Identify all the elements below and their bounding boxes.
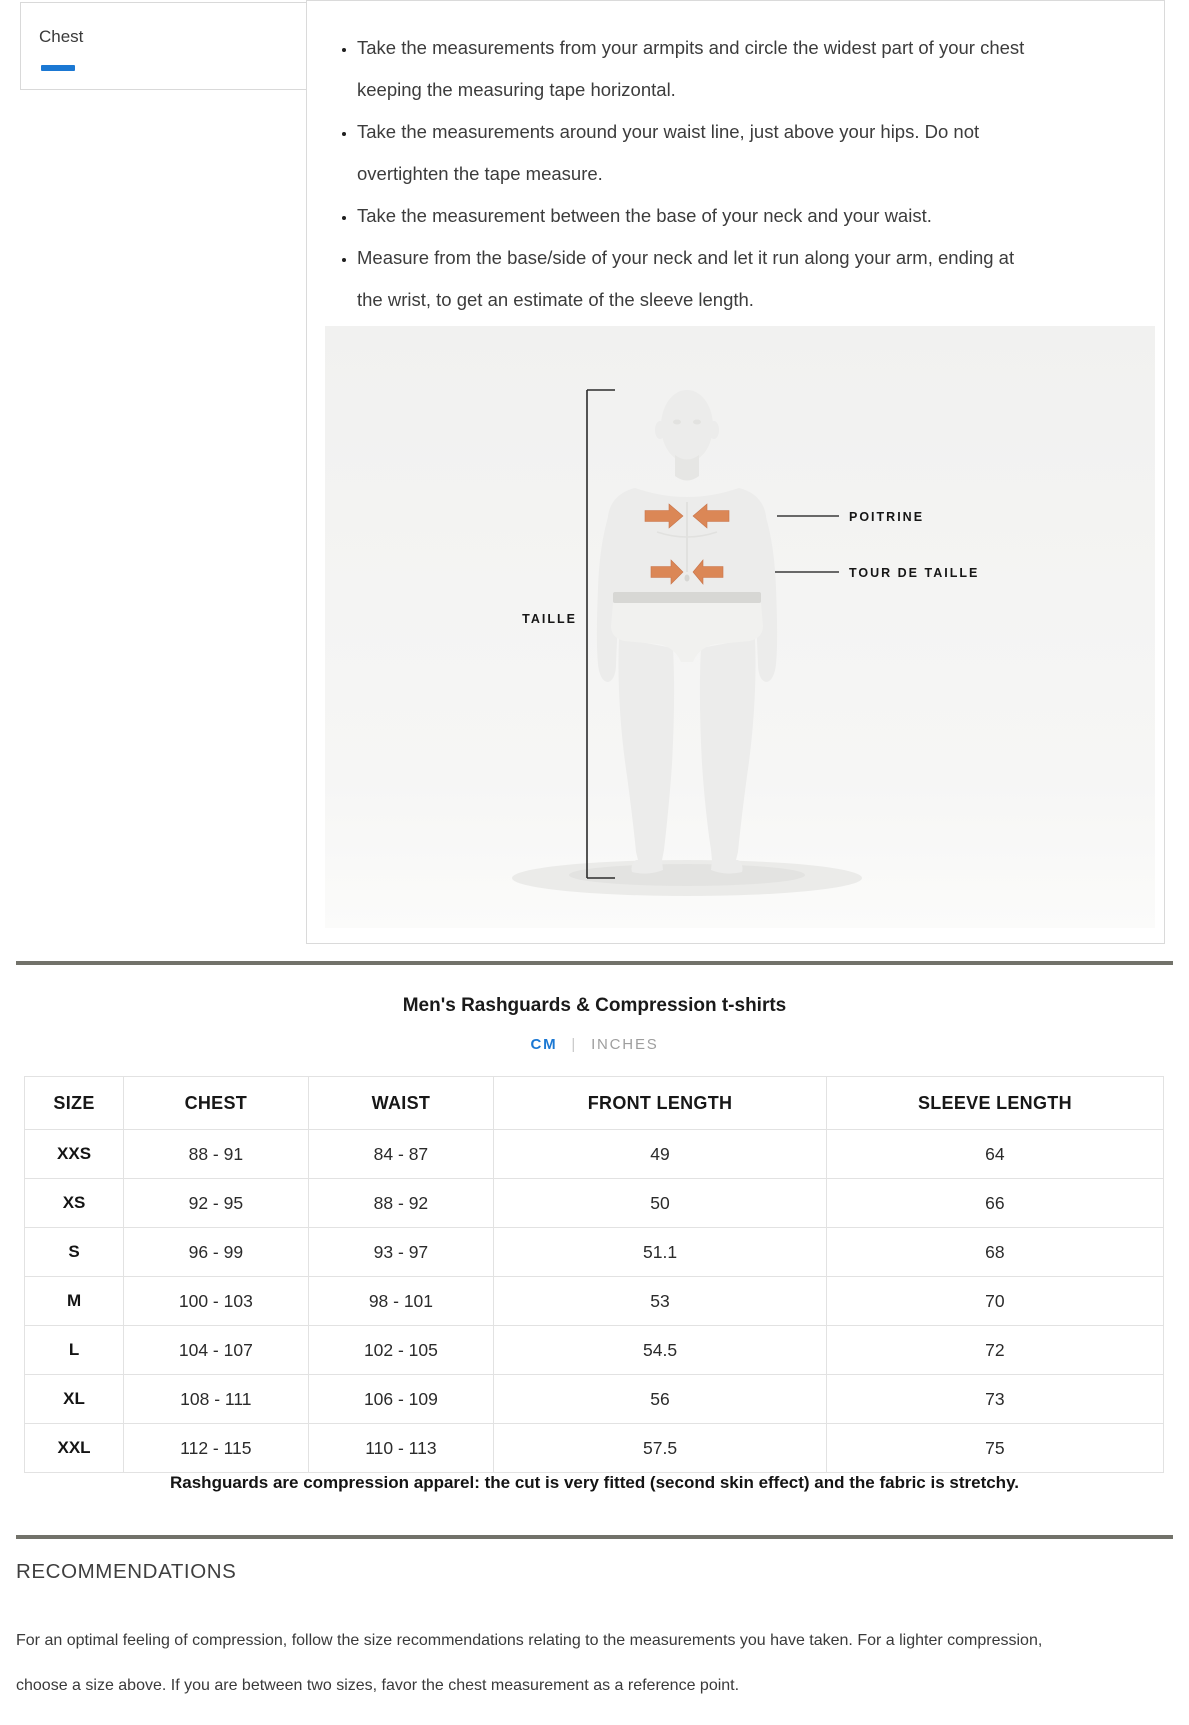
column-header: SLEEVE LENGTH: [826, 1077, 1163, 1130]
value-cell: 98 - 101: [308, 1277, 494, 1326]
size-cell: XXL: [25, 1424, 124, 1473]
value-cell: 66: [826, 1179, 1163, 1228]
size-table-row: [25, 1228, 1164, 1277]
value-cell: 75: [826, 1424, 1163, 1473]
value-cell: 50: [494, 1179, 827, 1228]
measure-instructions: [333, 6, 1027, 321]
value-cell: 49: [494, 1130, 827, 1179]
column-header: SIZE: [25, 1077, 124, 1130]
face-detail: [693, 420, 701, 425]
section-divider: [16, 961, 1173, 965]
unit-inches-button[interactable]: INCHES: [591, 1036, 659, 1053]
recommendations-heading: RECOMMENDATIONS: [16, 1560, 237, 1583]
size-cell: XL: [25, 1375, 124, 1424]
size-cell: XXS: [25, 1130, 124, 1179]
recommendations-body: For an optimal feeling of compression, follow the size recommendations relating to the measurements you have taken. For a lighter compression, choose a size above. If you are between two sizes, favor the chest measurement as a reference point.: [16, 1632, 1043, 1694]
unit-cm-button[interactable]: CM: [530, 1036, 558, 1053]
active-tab-indicator: [41, 65, 75, 71]
value-cell: 84 - 87: [308, 1130, 494, 1179]
value-cell: 73: [826, 1375, 1163, 1424]
value-cell: 106 - 109: [308, 1375, 494, 1424]
size-table-row: [25, 1326, 1164, 1375]
value-cell: 88 - 92: [308, 1179, 494, 1228]
value-cell: 53: [494, 1277, 827, 1326]
size-table: [24, 1076, 1164, 1473]
instruction-item: • Take the measurements from your armpits and circle the widest part of your chest keeping the measuring tape horizontal.: [357, 27, 1027, 111]
value-cell: 57.5: [494, 1424, 827, 1473]
size-cell: XS: [25, 1179, 124, 1228]
column-header: CHEST: [124, 1077, 309, 1130]
briefs-waistband: [613, 592, 761, 603]
poitrine-label: POITRINE: [849, 510, 925, 524]
tour-de-taille-label: TOUR DE TAILLE: [849, 566, 980, 580]
size-cell: L: [25, 1326, 124, 1375]
instruction-item: • Take the measurement between the base of your neck and your waist.: [357, 195, 1027, 237]
navel-detail: [685, 575, 690, 582]
value-cell: 108 - 111: [124, 1375, 309, 1424]
tab-chest[interactable]: [20, 2, 306, 90]
value-cell: 93 - 97: [308, 1228, 494, 1277]
column-header: FRONT LENGTH: [494, 1077, 827, 1130]
floor-shadow-inner: [569, 864, 805, 886]
value-cell: 104 - 107: [124, 1326, 309, 1375]
size-cell: M: [25, 1277, 124, 1326]
section-divider: [16, 1535, 1173, 1539]
value-cell: 54.5: [494, 1326, 827, 1375]
unit-toggle: [0, 1036, 1189, 1053]
column-header: WAIST: [308, 1077, 494, 1130]
size-table-row: [25, 1130, 1164, 1179]
value-cell: 100 - 103: [124, 1277, 309, 1326]
size-table-note: Rashguards are compression apparel: the cut is very fitted (second skin effect) and the fabric is stretchy.: [170, 1473, 1019, 1492]
value-cell: 68: [826, 1228, 1163, 1277]
value-cell: 70: [826, 1277, 1163, 1326]
size-table-header-row: [25, 1077, 1164, 1130]
size-table-row: [25, 1179, 1164, 1228]
value-cell: 64: [826, 1130, 1163, 1179]
face-detail: [673, 420, 681, 425]
size-cell: S: [25, 1228, 124, 1277]
value-cell: 51.1: [494, 1228, 827, 1277]
value-cell: 110 - 113: [308, 1424, 494, 1473]
size-chart-title: Men's Rashguards & Compression t-shirts: [402, 995, 787, 1016]
taille-label: TAILLE: [522, 612, 577, 626]
size-table-row: [25, 1375, 1164, 1424]
mannequin-figure: [325, 326, 1155, 928]
value-cell: 92 - 95: [124, 1179, 309, 1228]
value-cell: 88 - 91: [124, 1130, 309, 1179]
value-cell: 96 - 99: [124, 1228, 309, 1277]
value-cell: 102 - 105: [308, 1326, 494, 1375]
value-cell: 72: [826, 1326, 1163, 1375]
value-cell: 56: [494, 1375, 827, 1424]
tab-chest-label: Chest: [39, 27, 84, 46]
value-cell: 112 - 115: [124, 1424, 309, 1473]
size-table-row: [25, 1277, 1164, 1326]
instruction-item: • Measure from the base/side of your neck and let it run along your arm, ending at the wrist, to get an estimate of the sleeve length.: [357, 237, 1027, 321]
instruction-item: • Take the measurements around your waist line, just above your hips. Do not overtighten the tape measure.: [357, 111, 1027, 195]
size-table-row: [25, 1424, 1164, 1473]
measurement-diagram: [325, 326, 1155, 928]
unit-separator: |: [571, 1036, 578, 1053]
